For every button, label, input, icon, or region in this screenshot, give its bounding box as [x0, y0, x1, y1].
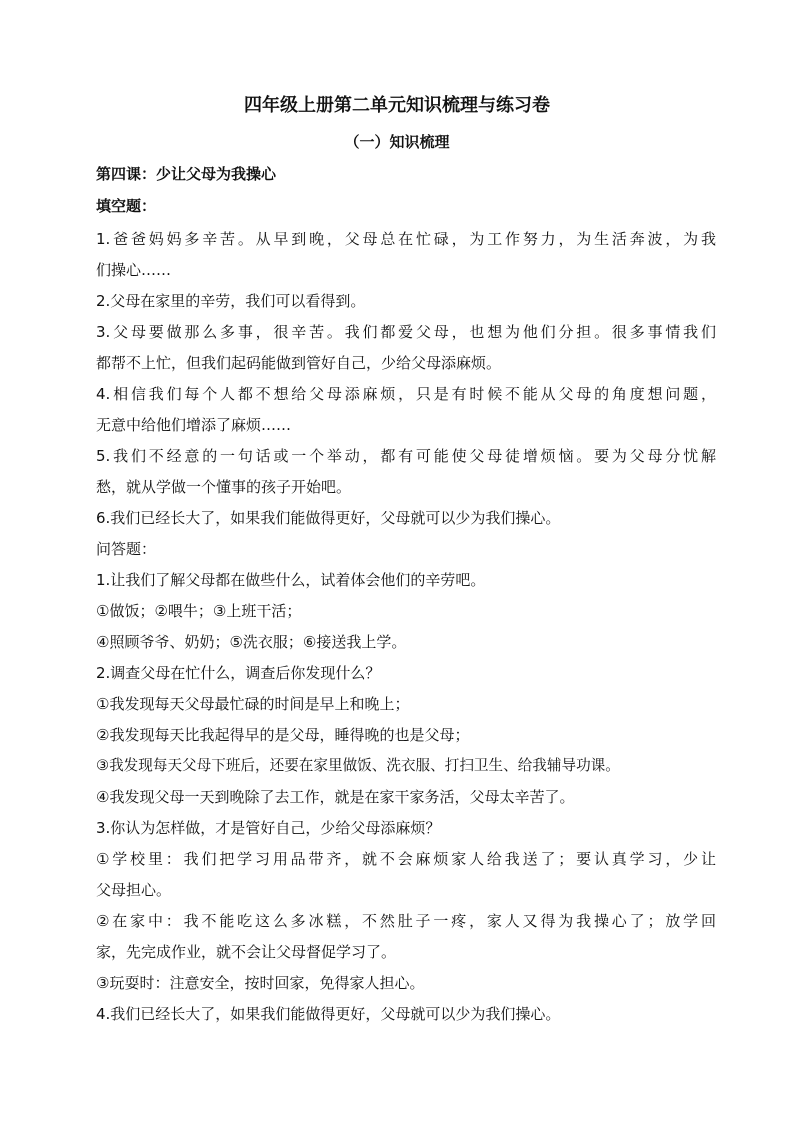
fill-item-2: 2.父母在家里的辛劳，我们可以看得到。 — [96, 292, 366, 310]
qa-answer-3-1-line-1: ①学校里：我们把学习用品带齐，就不会麻烦家人给我送了；要认真学习，少让 — [96, 850, 716, 868]
section-subtitle: （一）知识梳理 — [344, 133, 450, 151]
qa-question-2: 2.调查父母在忙什么，调查后你发现什么？ — [96, 664, 381, 682]
qa-answer-2-2: ②我发现每天比我起得早的是父母，睡得晚的也是父母； — [96, 726, 470, 744]
lesson-heading: 第四课：少让父母为我操心 — [96, 165, 277, 183]
qa-question-1: 1.让我们了解父母都在做些什么，试着体会他们的辛劳吧。 — [96, 571, 486, 589]
qa-heading: 问答题： — [96, 540, 157, 558]
qa-answer-3-1-line-2: 父母担心。 — [96, 881, 172, 899]
fill-item-5-line-2: 愁，就从学做一个懂事的孩子开始吧。 — [96, 478, 352, 496]
qa-question-3: 3.你认为怎样做，才是管好自己，少给父母添麻烦？ — [96, 819, 441, 837]
fill-item-3-line-2: 都帮不上忙，但我们起码能做到管好自己，少给父母添麻烦。 — [96, 354, 502, 372]
document-title: 四年级上册第二单元知识梳理与练习卷 — [244, 95, 550, 116]
qa-answer-2-4: ④我发现父母一天到晚除了去工作，就是在家干家务活，父母太辛苦了。 — [96, 788, 575, 806]
qa-answer-3-3: ③玩耍时：注意安全，按时回家，免得家人担心。 — [96, 974, 425, 992]
fill-item-1-line-2: 们操心…… — [96, 261, 172, 279]
fill-item-3-line-1: 3.父母要做那么多事，很辛苦。我们都爱父母，也想为他们分担。很多事情我们 — [96, 323, 716, 341]
qa-answer-2-1: ①我发现每天父母最忙碌的时间是早上和晚上； — [96, 695, 410, 713]
qa-answer-1-2: ④照顾爷爷、奶奶；⑤洗衣服；⑥接送我上学。 — [96, 633, 407, 651]
fill-item-5-line-1: 5.我们不经意的一句话或一个举动，都有可能使父母徒增烦恼。要为父母分忧解 — [96, 447, 716, 465]
fill-item-4-line-1: 4.相信我们每个人都不想给父母添麻烦，只是有时候不能从父母的角度想问题， — [96, 385, 716, 403]
fill-item-4-line-2: 无意中给他们增添了麻烦…… — [96, 416, 292, 434]
qa-question-4: 4.我们已经长大了，如果我们能做得更好，父母就可以少为我们操心。 — [96, 1005, 561, 1023]
fill-item-6: 6.我们已经长大了，如果我们能做得更好，父母就可以少为我们操心。 — [96, 509, 561, 527]
fill-in-heading: 填空题： — [96, 197, 157, 215]
qa-answer-2-3: ③我发现每天父母下班后，还要在家里做饭、洗衣服、打扫卫生、给我辅导功课。 — [96, 757, 620, 774]
qa-answer-1-1: ①做饭；②喂牛；③上班干活； — [96, 602, 302, 620]
qa-answer-3-2-line-1: ②在家中：我不能吃这么多冰糕，不然肚子一疼，家人又得为我操心了；放学回 — [96, 912, 716, 930]
fill-item-1-line-1: 1.爸爸妈妈多辛苦。从早到晚，父母总在忙碌，为工作努力，为生活奔波，为我 — [96, 230, 716, 248]
qa-answer-3-2-line-2: 家，先完成作业，就不会让父母督促学习了。 — [96, 943, 397, 961]
